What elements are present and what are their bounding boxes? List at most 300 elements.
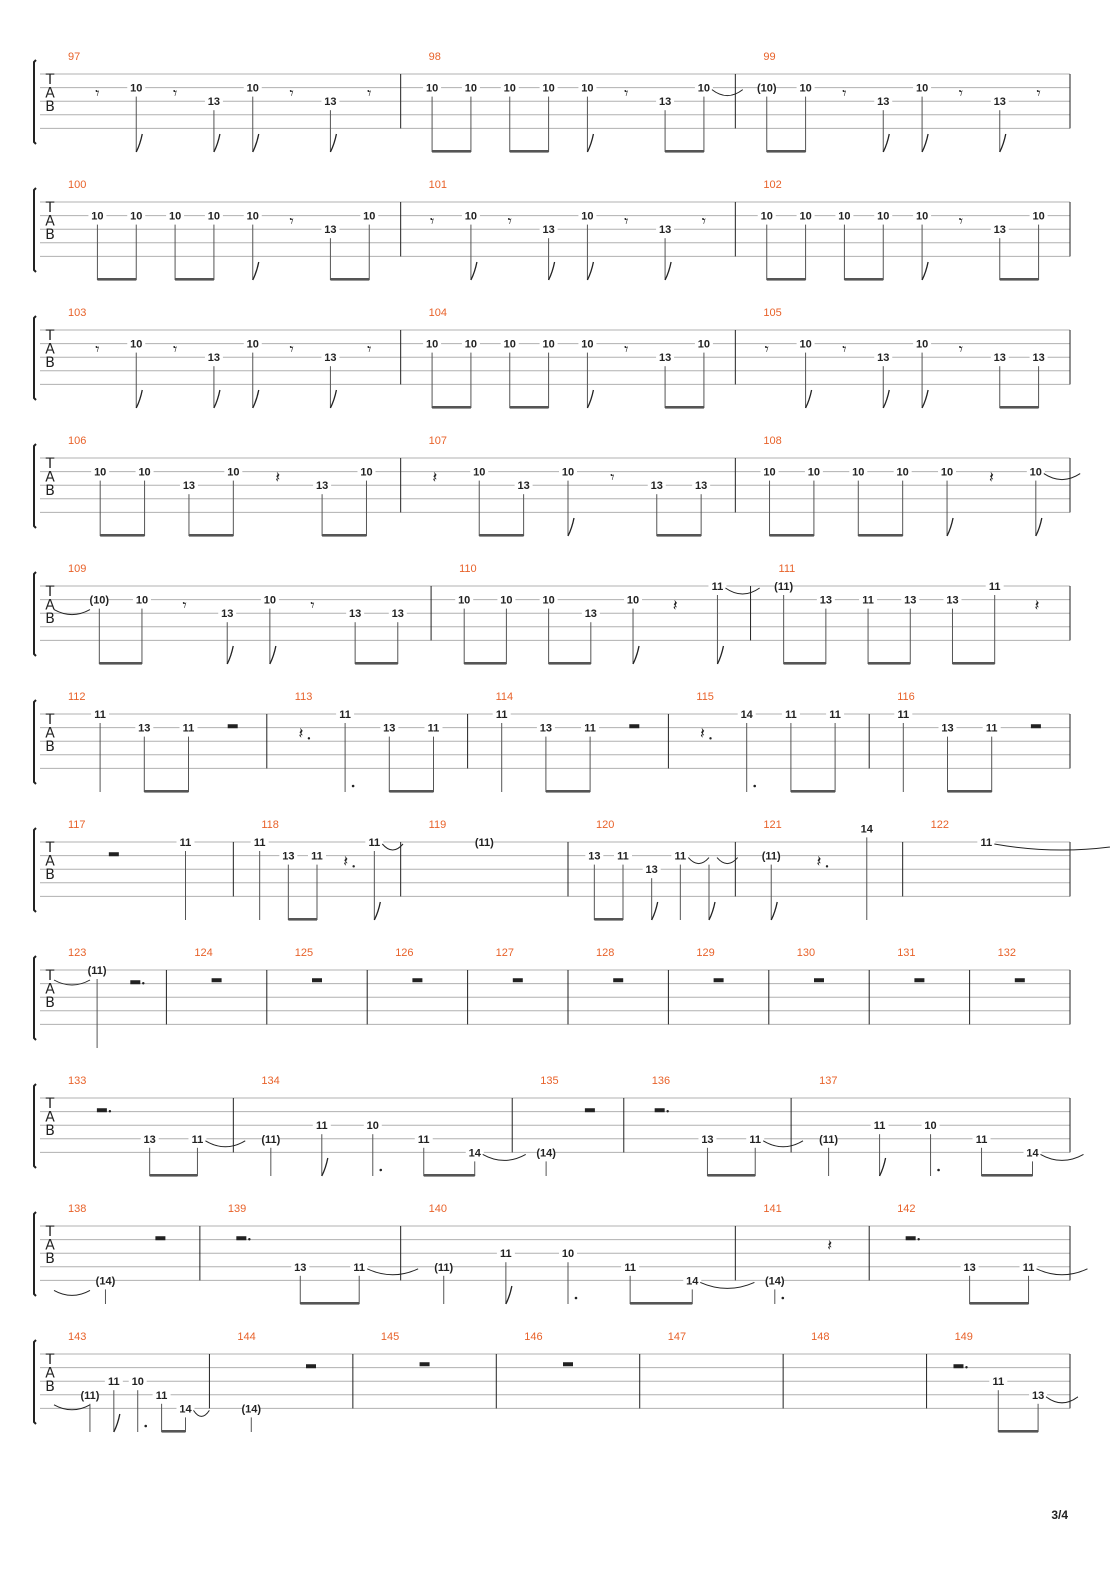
fret-number: 13 (946, 594, 959, 607)
note-beam (791, 790, 835, 793)
fret-number: 10 (697, 338, 711, 351)
tab-clef-letter: T (45, 72, 55, 88)
note-beam (657, 534, 701, 537)
note-beam (479, 534, 523, 537)
fret-number: 10 (799, 210, 812, 223)
tie-arc (367, 1269, 418, 1275)
measure-number: 136 (651, 1075, 671, 1087)
fret-number: 11 (873, 1120, 886, 1133)
fret-number: 13 (993, 224, 1006, 237)
dot-mark (142, 982, 144, 984)
note-beam (1000, 278, 1039, 281)
fret-number: 11 (980, 837, 993, 849)
fret-number: 13 (645, 864, 658, 877)
fret-number: (14) (765, 1275, 785, 1288)
tab-clef-letter: B (45, 611, 55, 627)
note-flag (253, 390, 259, 408)
fret-number: 11 (988, 581, 1001, 593)
fret-number: 10 (542, 338, 555, 351)
fret-number: 11 (94, 709, 106, 721)
rest-mark (585, 1108, 595, 1112)
rest-mark: 𝄾 (701, 211, 707, 231)
dot-mark (753, 785, 756, 788)
tab-clef-letter: B (45, 99, 55, 115)
measure-number: 135 (540, 1075, 559, 1087)
fret-number: 14 (179, 1403, 192, 1416)
rest-mark (563, 1362, 573, 1366)
fret-number: (11) (261, 1133, 281, 1146)
rest-mark (236, 1236, 246, 1240)
tab-clef-letter: B (45, 867, 55, 883)
fret-number: 11 (179, 837, 192, 849)
tab-clef-letter: T (45, 1224, 55, 1240)
fret-number: 13 (294, 1261, 307, 1274)
rest-mark (629, 724, 639, 728)
tab-clef-letter: A (45, 1237, 55, 1254)
note-flag (1000, 134, 1006, 152)
dot-mark (666, 1110, 668, 1112)
tab-system (34, 947, 1070, 1048)
note-beam (464, 662, 506, 665)
fret-number: 13 (324, 96, 337, 109)
rest-mark (212, 978, 222, 982)
fret-number: 10 (940, 466, 954, 479)
rest-mark (155, 1236, 165, 1240)
rest-mark (655, 1108, 665, 1112)
note-beam (300, 1302, 359, 1305)
fret-number: 11 (191, 1133, 204, 1146)
rest-mark: 𝄽 (298, 723, 304, 743)
rest-mark: 𝄾 (624, 211, 629, 231)
tie-arc (1044, 474, 1080, 480)
measure-number: 109 (68, 563, 87, 575)
fret-number: 10 (458, 594, 471, 607)
fret-number: 11 (992, 1376, 1005, 1389)
fret-number: 10 (464, 82, 478, 95)
note-beam (665, 406, 704, 409)
note-flag (587, 262, 593, 280)
note-beam (510, 150, 549, 153)
fret-number: (11) (474, 837, 494, 849)
tie-arc (763, 1141, 803, 1147)
fret-number: 13 (182, 480, 196, 493)
system-bracket (34, 1340, 36, 1424)
measure-number: 138 (68, 1203, 87, 1215)
fret-number: 13 (383, 722, 396, 735)
fret-number: 10 (581, 338, 594, 351)
measure-number: 146 (524, 1331, 543, 1343)
measure-number: 148 (811, 1331, 830, 1343)
measure-number: 108 (763, 435, 782, 447)
fret-number: 10 (915, 338, 929, 351)
measure-number: 121 (763, 819, 782, 831)
tab-clef-letter: B (45, 1251, 55, 1267)
rest-mark (109, 852, 119, 856)
note-beam (630, 1302, 692, 1305)
note-flag (771, 902, 777, 920)
note-beam (330, 278, 369, 281)
measure-number: 98 (428, 51, 441, 63)
measure-number: 107 (428, 435, 448, 447)
tab-system (34, 307, 1070, 409)
note-beam (1000, 406, 1039, 409)
measure-number: 127 (495, 947, 514, 959)
tie-arc (193, 1410, 209, 1416)
note-beam (162, 1430, 186, 1433)
fret-number: 11 (500, 1248, 512, 1261)
tab-clef-letter: A (45, 1365, 55, 1382)
fret-number: (11) (761, 850, 781, 863)
dot-mark (379, 1169, 382, 1172)
fret-number: 13 (138, 722, 151, 735)
rest-mark: 𝄾 (367, 339, 372, 359)
rest-mark: 𝄽 (1034, 595, 1040, 615)
rest-mark: 𝄽 (672, 595, 678, 615)
fret-number: 11 (829, 709, 841, 721)
dot-mark (826, 865, 828, 867)
fret-number: 10 (425, 82, 439, 95)
fret-number: (11) (434, 1261, 454, 1274)
note-flag (922, 262, 928, 280)
tie-arc (54, 610, 90, 615)
tab-clef-letter: B (45, 1123, 55, 1139)
measure-number: 129 (696, 947, 715, 959)
note-flag (652, 902, 658, 920)
measure-number: 117 (68, 819, 86, 831)
fret-number: 10 (503, 82, 516, 95)
note-beam (175, 278, 214, 281)
measure-number: 128 (596, 947, 615, 959)
note-beam (998, 1430, 1038, 1433)
rest-mark: 𝄾 (624, 83, 629, 103)
fret-number: 10 (500, 594, 513, 607)
fret-number: 13 (315, 480, 329, 493)
dot-mark (917, 1238, 919, 1240)
fret-number: 10 (924, 1120, 937, 1133)
measure-number: 113 (294, 691, 313, 703)
note-flag (214, 134, 220, 152)
fret-number: 10 (799, 338, 812, 351)
fret-number: 10 (263, 594, 276, 607)
system-bracket (34, 572, 36, 656)
measure-number: 147 (667, 1331, 687, 1343)
rest-mark (228, 724, 238, 728)
fret-number: 14 (686, 1275, 699, 1288)
dot-mark (144, 1425, 147, 1428)
measure-number: 105 (763, 307, 782, 319)
note-flag (253, 262, 259, 280)
rest-mark: 𝄾 (624, 339, 629, 359)
note-beam (288, 918, 317, 921)
measure-number: 132 (997, 947, 1016, 959)
measure-number: 145 (380, 1331, 400, 1343)
rest-mark: 𝄾 (958, 211, 964, 231)
fret-number: (14) (536, 1147, 556, 1160)
system-bracket (34, 316, 36, 400)
tab-clef-letter: A (45, 469, 55, 486)
fret-number: 10 (366, 1120, 379, 1133)
rest-mark: 𝄾 (95, 339, 100, 359)
fret-number: 11 (427, 722, 440, 735)
fret-number: 11 (785, 709, 797, 721)
note-flag (709, 902, 715, 920)
note-flag (633, 646, 639, 664)
note-beam (97, 278, 136, 281)
tab-clef-letter: T (45, 456, 55, 472)
fret-number: 11 (108, 1376, 120, 1389)
tie-arc (54, 1290, 90, 1295)
fret-number: 10 (852, 466, 865, 479)
system-bracket (34, 1212, 36, 1296)
fret-number: 10 (246, 338, 259, 351)
tab-clef-letter: A (45, 213, 55, 230)
tab-clef-letter: T (45, 584, 55, 600)
rest-mark: 𝄾 (289, 83, 294, 103)
measure-number: 141 (763, 1203, 782, 1215)
measure-number: 130 (796, 947, 816, 959)
note-flag (665, 262, 671, 280)
fret-number: 13 (695, 480, 708, 493)
fret-number: 13 (650, 480, 663, 493)
tie-arc (1041, 1154, 1084, 1160)
measure-number: 100 (68, 179, 87, 191)
note-beam (665, 150, 704, 153)
fret-number: 13 (143, 1133, 156, 1146)
fret-number: 11 (975, 1133, 988, 1146)
fret-number: 13 (963, 1261, 976, 1274)
note-flag (471, 262, 477, 280)
tie-arc (205, 1141, 245, 1147)
tab-system (34, 691, 1070, 793)
fret-number: 10 (135, 594, 149, 607)
note-flag (214, 390, 220, 408)
rest-mark: 𝄾 (429, 211, 435, 231)
tab-clef-letter: A (45, 341, 55, 358)
fret-number: 13 (539, 722, 553, 735)
measure-number: 116 (897, 691, 915, 703)
note-beam (767, 278, 806, 281)
note-flag (947, 518, 953, 536)
fret-number: 10 (1032, 210, 1045, 223)
fret-number: 10 (763, 466, 776, 479)
tie-arc (700, 1282, 754, 1288)
note-flag (587, 390, 593, 408)
note-flag (330, 390, 336, 408)
fret-number: 10 (464, 210, 478, 223)
measure-number: 102 (763, 179, 782, 191)
measure-number: 99 (763, 51, 776, 63)
dot-mark (782, 1297, 785, 1300)
fret-number: 13 (588, 850, 601, 863)
rest-mark: 𝄾 (842, 339, 847, 359)
fret-number: 11 (749, 1133, 762, 1146)
note-beam (144, 790, 188, 793)
note-beam (99, 662, 142, 665)
fret-number: 11 (897, 709, 910, 721)
fret-number: 13 (584, 608, 597, 621)
fret-number: 11 (315, 1120, 328, 1133)
note-beam (546, 790, 590, 793)
measure-number: 125 (294, 947, 314, 959)
fret-number: 10 (561, 1248, 575, 1261)
tie-arc (54, 980, 90, 985)
fret-number: 10 (363, 210, 376, 223)
note-beam (424, 1174, 475, 1177)
tab-clef-letter: T (45, 200, 55, 216)
note-flag (806, 390, 812, 408)
page-number: 3/4 (1051, 1508, 1068, 1522)
note-flag (136, 134, 142, 152)
fret-number: 11 (311, 850, 323, 863)
system-bracket (34, 700, 36, 784)
fret-number: 10 (626, 594, 640, 607)
rest-mark: 𝄽 (816, 851, 822, 871)
note-flag (549, 262, 555, 280)
rest-mark: 𝄾 (610, 467, 615, 487)
fret-number: 10 (915, 82, 929, 95)
measure-number: 139 (227, 1203, 247, 1215)
fret-number: 10 (131, 1376, 144, 1389)
rest-mark: 𝄽 (275, 467, 281, 487)
note-beam (322, 534, 366, 537)
fret-number: 11 (862, 594, 874, 607)
fret-number: 13 (207, 352, 221, 365)
measure-number: 118 (261, 819, 279, 831)
measure-number: 144 (237, 1331, 256, 1343)
tab-clef-letter: A (45, 725, 55, 742)
note-beam (389, 790, 433, 793)
rest-mark: 𝄽 (432, 467, 438, 487)
rest-mark (613, 978, 623, 982)
rest-mark (306, 1364, 316, 1368)
measure-number: 126 (395, 947, 414, 959)
note-beam (432, 406, 471, 409)
fret-number: 10 (838, 210, 851, 223)
note-beam (707, 1174, 755, 1177)
note-flag (136, 390, 142, 408)
measure-number: 143 (68, 1331, 87, 1343)
tab-system (34, 819, 1110, 921)
rest-mark (906, 1236, 916, 1240)
fret-number: 10 (246, 210, 259, 223)
fret-number: 14 (740, 709, 753, 721)
tab-clef-letter: B (45, 739, 55, 755)
rest-mark (714, 978, 724, 982)
tab-system (34, 1203, 1087, 1305)
fret-number: 13 (941, 722, 954, 735)
note-flag (883, 134, 889, 152)
fret-number: 10 (94, 466, 107, 479)
fret-number: 13 (819, 594, 832, 607)
measure-number: 120 (596, 819, 615, 831)
tie-arc (1046, 1397, 1078, 1403)
measure-number: 137 (819, 1075, 838, 1087)
rest-mark (130, 980, 140, 984)
measure-number: 110 (459, 563, 477, 575)
note-beam (432, 150, 471, 153)
note-flag (374, 902, 380, 920)
rest-mark (953, 1364, 963, 1368)
note-beam (858, 534, 902, 537)
tab-system (34, 1331, 1078, 1433)
rest-mark (312, 978, 322, 982)
fret-number: 13 (993, 96, 1006, 109)
measure-number: 104 (428, 307, 448, 319)
note-flag (270, 646, 276, 664)
fret-number: 10 (581, 210, 594, 223)
fret-number: 11 (417, 1133, 430, 1146)
measure-number: 101 (428, 179, 448, 191)
tab-clef-letter: T (45, 1096, 55, 1112)
fret-number: 10 (1029, 466, 1042, 479)
fret-number: 10 (130, 82, 143, 95)
note-flag (227, 646, 233, 664)
rest-mark: 𝄾 (507, 211, 512, 231)
fret-number: 11 (1022, 1261, 1035, 1274)
fret-number: 13 (349, 608, 362, 621)
note-beam (770, 534, 814, 537)
dot-mark (352, 785, 355, 788)
note-beam (549, 662, 591, 665)
note-beam (952, 662, 994, 665)
note-beam (594, 918, 623, 921)
fret-number: 11 (182, 722, 195, 735)
fret-number: 10 (697, 82, 711, 95)
note-flag (1036, 518, 1042, 536)
fret-number: 10 (915, 210, 929, 223)
fret-number: 13 (391, 608, 404, 621)
note-beam (948, 790, 992, 793)
fret-number: 11 (155, 1389, 168, 1402)
fret-number: 13 (324, 224, 337, 237)
fret-number: 10 (799, 82, 812, 95)
rest-mark (420, 1362, 430, 1366)
note-flag (114, 1414, 120, 1432)
measure-number: 124 (194, 947, 213, 959)
tab-clef-letter: T (45, 328, 55, 344)
fret-number: 13 (701, 1133, 714, 1146)
system-bracket (34, 956, 36, 1040)
tab-clef-letter: T (45, 712, 55, 728)
fret-number: 10 (360, 466, 373, 479)
rest-mark: 𝄾 (95, 83, 100, 103)
rest-mark: 𝄾 (958, 339, 964, 359)
measure-number: 114 (495, 691, 514, 703)
rest-mark (1015, 978, 1025, 982)
note-flag (883, 390, 889, 408)
fret-number: 13 (221, 608, 234, 621)
measure-number: 111 (778, 563, 796, 575)
note-flag (717, 646, 723, 664)
fret-number: 11 (985, 722, 998, 735)
fret-number: 13 (542, 224, 555, 237)
tie-arc (712, 90, 743, 96)
rest-mark: 𝄾 (289, 211, 294, 231)
note-beam (510, 406, 549, 409)
rest-mark (513, 978, 523, 982)
fret-number: 14 (860, 823, 873, 836)
tie-arc (725, 588, 759, 594)
note-beam (150, 1174, 198, 1177)
fret-number: 11 (584, 722, 596, 735)
measure-number: 133 (68, 1075, 87, 1087)
note-flag (922, 390, 928, 408)
note-beam (355, 662, 398, 665)
fret-number: 13 (904, 594, 917, 607)
measure-number: 97 (68, 51, 81, 63)
fret-number: 10 (542, 594, 555, 607)
note-beam (100, 534, 144, 537)
